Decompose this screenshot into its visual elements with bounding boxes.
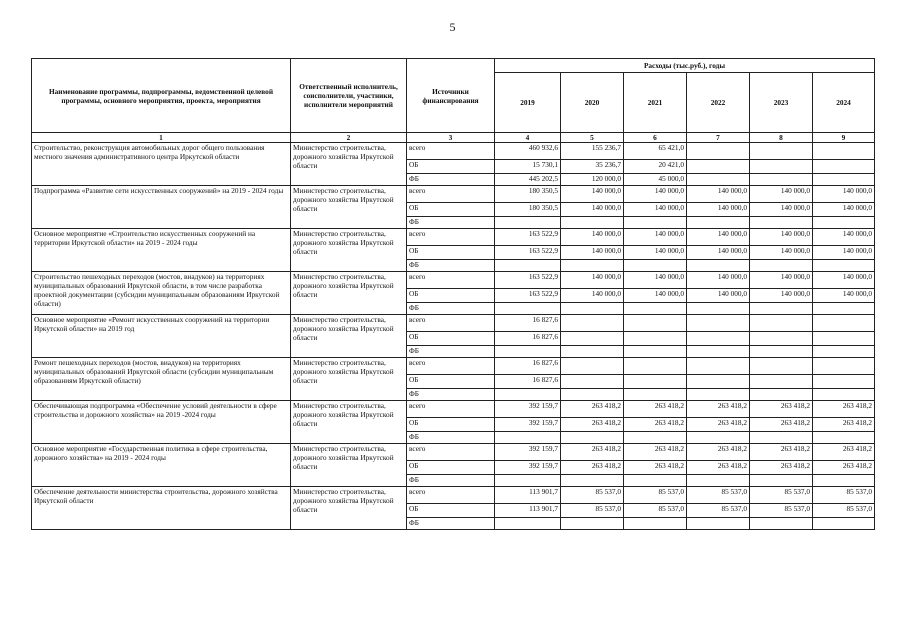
header-year: 2023 — [750, 73, 813, 133]
funding-source: ОБ — [407, 504, 495, 518]
amount-cell — [687, 217, 750, 229]
amount-cell — [813, 332, 875, 346]
amount-cell: 140 000,0 — [687, 229, 750, 246]
amount-cell: 140 000,0 — [624, 229, 687, 246]
amount-cell — [561, 389, 624, 401]
amount-cell — [813, 389, 875, 401]
amount-cell: 163 522,9 — [495, 272, 561, 289]
amount-cell: 163 522,9 — [495, 229, 561, 246]
amount-cell — [624, 217, 687, 229]
amount-cell: 263 418,2 — [750, 418, 813, 432]
program-name: Подпрограмма «Развитие сети искусственных сооружений» на 2019 - 2024 годы — [32, 186, 291, 229]
amount-cell — [687, 260, 750, 272]
amount-cell — [624, 260, 687, 272]
amount-cell — [687, 174, 750, 186]
executor: Министерство строительства, дорожного хозяйства Иркутской области — [291, 143, 407, 186]
amount-cell: 85 537,0 — [561, 487, 624, 504]
amount-cell — [687, 143, 750, 160]
amount-cell — [750, 346, 813, 358]
amount-cell: 65 421,0 — [624, 143, 687, 160]
amount-cell — [687, 160, 750, 174]
funding-source: всего — [407, 186, 495, 203]
amount-cell: 263 418,2 — [687, 461, 750, 475]
amount-cell — [750, 160, 813, 174]
amount-cell — [813, 346, 875, 358]
amount-cell: 140 000,0 — [561, 272, 624, 289]
column-number: 2 — [291, 133, 407, 143]
program-name: Основное мероприятие «Государственная политика в сфере строительства, дорожного хозяйства» на 2019 - 2024 годы — [32, 444, 291, 487]
funding-source: ОБ — [407, 203, 495, 217]
amount-cell: 140 000,0 — [813, 186, 875, 203]
amount-cell — [687, 332, 750, 346]
funding-source: ФБ — [407, 174, 495, 186]
amount-cell — [813, 475, 875, 487]
header-program-name: Наименование программы, подпрограммы, ведомственной целевой программы, основного мероприятия, проекта, мероприятия — [32, 59, 291, 133]
amount-cell — [561, 315, 624, 332]
amount-cell — [813, 143, 875, 160]
funding-source: ФБ — [407, 389, 495, 401]
funding-source: ФБ — [407, 432, 495, 444]
program-name: Строительство, реконструкция автомобильных дорог общего пользования местного значения административного центра Иркутской области — [32, 143, 291, 186]
amount-cell: 263 418,2 — [624, 444, 687, 461]
amount-cell: 16 827,6 — [495, 358, 561, 375]
funding-source: всего — [407, 358, 495, 375]
amount-cell: 20 421,0 — [624, 160, 687, 174]
amount-cell: 85 537,0 — [687, 487, 750, 504]
amount-cell: 163 522,9 — [495, 246, 561, 260]
amount-cell — [750, 260, 813, 272]
amount-cell — [813, 260, 875, 272]
amount-cell — [495, 217, 561, 229]
amount-cell: 263 418,2 — [813, 401, 875, 418]
amount-cell: 140 000,0 — [561, 229, 624, 246]
amount-cell: 263 418,2 — [561, 461, 624, 475]
funding-source: ФБ — [407, 217, 495, 229]
executor: Министерство строительства, дорожного хозяйства Иркутской области — [291, 229, 407, 272]
table-row — [32, 186, 875, 203]
amount-cell — [750, 315, 813, 332]
amount-cell: 392 159,7 — [495, 418, 561, 432]
amount-cell: 140 000,0 — [813, 203, 875, 217]
funding-source: ОБ — [407, 375, 495, 389]
amount-cell: 263 418,2 — [624, 401, 687, 418]
amount-cell: 15 730,1 — [495, 160, 561, 174]
amount-cell: 140 000,0 — [813, 272, 875, 289]
amount-cell: 140 000,0 — [750, 203, 813, 217]
header-funding-source: Источники финансирования — [407, 59, 495, 133]
amount-cell: 140 000,0 — [687, 272, 750, 289]
amount-cell: 263 418,2 — [750, 444, 813, 461]
column-number: 3 — [407, 133, 495, 143]
table-row — [32, 444, 875, 461]
amount-cell: 460 932,6 — [495, 143, 561, 160]
amount-cell — [624, 315, 687, 332]
header-year: 2024 — [813, 73, 875, 133]
column-number: 5 — [561, 133, 624, 143]
executor: Министерство строительства, дорожного хозяйства Иркутской области — [291, 444, 407, 487]
amount-cell — [561, 217, 624, 229]
amount-cell: 16 827,6 — [495, 332, 561, 346]
amount-cell — [813, 375, 875, 389]
amount-cell — [813, 217, 875, 229]
header-year: 2021 — [624, 73, 687, 133]
funding-source: ОБ — [407, 246, 495, 260]
amount-cell: 140 000,0 — [687, 203, 750, 217]
amount-cell: 140 000,0 — [750, 272, 813, 289]
program-name: Обеспечение деятельности министерства строительства, дорожного хозяйства Иркутской области — [32, 487, 291, 530]
funding-source: ОБ — [407, 289, 495, 303]
amount-cell — [561, 358, 624, 375]
amount-cell: 140 000,0 — [687, 186, 750, 203]
amount-cell — [624, 332, 687, 346]
executor: Министерство строительства, дорожного хозяйства Иркутской области — [291, 487, 407, 530]
amount-cell: 45 000,0 — [624, 174, 687, 186]
table-row — [32, 487, 875, 504]
amount-cell: 140 000,0 — [624, 272, 687, 289]
executor: Министерство строительства, дорожного хозяйства Иркутской области — [291, 401, 407, 444]
header-expenses: Расходы (тыс.руб.), годы — [495, 59, 875, 73]
amount-cell: 35 236,7 — [561, 160, 624, 174]
amount-cell: 263 418,2 — [687, 401, 750, 418]
amount-cell — [750, 475, 813, 487]
amount-cell: 392 159,7 — [495, 461, 561, 475]
amount-cell: 140 000,0 — [561, 203, 624, 217]
amount-cell — [687, 375, 750, 389]
funding-source: ОБ — [407, 160, 495, 174]
header-year: 2020 — [561, 73, 624, 133]
executor: Министерство строительства, дорожного хозяйства Иркутской области — [291, 358, 407, 401]
amount-cell — [687, 432, 750, 444]
amount-cell: 140 000,0 — [687, 246, 750, 260]
amount-cell: 140 000,0 — [813, 229, 875, 246]
funding-source: всего — [407, 272, 495, 289]
amount-cell: 392 159,7 — [495, 401, 561, 418]
amount-cell — [750, 432, 813, 444]
funding-source: ОБ — [407, 461, 495, 475]
amount-cell — [813, 160, 875, 174]
amount-cell — [495, 346, 561, 358]
funding-source: всего — [407, 229, 495, 246]
header-year: 2022 — [687, 73, 750, 133]
amount-cell — [624, 518, 687, 530]
amount-cell: 85 537,0 — [750, 487, 813, 504]
amount-cell: 85 537,0 — [687, 504, 750, 518]
amount-cell: 113 901,7 — [495, 504, 561, 518]
funding-source: ФБ — [407, 475, 495, 487]
amount-cell: 155 236,7 — [561, 143, 624, 160]
amount-cell: 140 000,0 — [750, 229, 813, 246]
amount-cell: 445 202,5 — [495, 174, 561, 186]
amount-cell: 140 000,0 — [813, 246, 875, 260]
funding-source: всего — [407, 315, 495, 332]
amount-cell: 263 418,2 — [813, 461, 875, 475]
funding-source: ФБ — [407, 518, 495, 530]
table-row — [32, 401, 875, 418]
table-row — [32, 229, 875, 246]
amount-cell: 263 418,2 — [561, 444, 624, 461]
amount-cell: 263 418,2 — [624, 461, 687, 475]
amount-cell: 120 000,0 — [561, 174, 624, 186]
amount-cell — [624, 475, 687, 487]
executor: Министерство строительства, дорожного хозяйства Иркутской области — [291, 186, 407, 229]
header-year: 2019 — [495, 73, 561, 133]
amount-cell — [561, 346, 624, 358]
column-number: 1 — [32, 133, 291, 143]
amount-cell — [813, 358, 875, 375]
amount-cell — [750, 143, 813, 160]
amount-cell — [687, 389, 750, 401]
program-name: Обеспечивающая подпрограмма «Обеспечение условий деятельности в сфере строительства и дорожного хозяйства» на 2019 -2024 годы — [32, 401, 291, 444]
amount-cell: 85 537,0 — [561, 504, 624, 518]
table-row — [32, 358, 875, 375]
funding-source: ФБ — [407, 260, 495, 272]
amount-cell: 140 000,0 — [561, 246, 624, 260]
amount-cell — [750, 358, 813, 375]
program-name: Основное мероприятие «Строительство искусственных сооружений на территории Иркутской области» на 2019 - 2024 годы — [32, 229, 291, 272]
amount-cell — [561, 332, 624, 346]
funding-source: ОБ — [407, 332, 495, 346]
amount-cell: 263 418,2 — [561, 418, 624, 432]
amount-cell — [624, 432, 687, 444]
funding-source: всего — [407, 401, 495, 418]
amount-cell: 140 000,0 — [687, 289, 750, 303]
funding-source: всего — [407, 143, 495, 160]
amount-cell — [495, 475, 561, 487]
amount-cell: 392 159,7 — [495, 444, 561, 461]
amount-cell: 85 537,0 — [624, 504, 687, 518]
budget-table — [31, 58, 875, 530]
amount-cell: 180 350,5 — [495, 203, 561, 217]
amount-cell: 263 418,2 — [813, 418, 875, 432]
column-number: 4 — [495, 133, 561, 143]
amount-cell: 263 418,2 — [561, 401, 624, 418]
amount-cell: 140 000,0 — [750, 186, 813, 203]
amount-cell: 140 000,0 — [750, 289, 813, 303]
column-number: 7 — [687, 133, 750, 143]
amount-cell — [750, 518, 813, 530]
page-number: 5 — [449, 20, 456, 34]
amount-cell — [624, 389, 687, 401]
amount-cell — [813, 432, 875, 444]
column-number: 8 — [750, 133, 813, 143]
amount-cell — [624, 346, 687, 358]
column-number: 6 — [624, 133, 687, 143]
amount-cell — [561, 475, 624, 487]
table-row — [32, 272, 875, 289]
amount-cell — [750, 332, 813, 346]
amount-cell — [687, 315, 750, 332]
amount-cell — [687, 358, 750, 375]
amount-cell — [624, 375, 687, 389]
funding-source: всего — [407, 487, 495, 504]
amount-cell: 140 000,0 — [750, 246, 813, 260]
amount-cell — [624, 358, 687, 375]
amount-cell — [561, 432, 624, 444]
amount-cell: 85 537,0 — [624, 487, 687, 504]
amount-cell — [495, 260, 561, 272]
amount-cell — [813, 518, 875, 530]
amount-cell — [687, 475, 750, 487]
amount-cell — [750, 375, 813, 389]
amount-cell — [495, 303, 561, 315]
amount-cell: 140 000,0 — [624, 203, 687, 217]
amount-cell: 263 418,2 — [750, 461, 813, 475]
amount-cell: 180 350,5 — [495, 186, 561, 203]
executor: Министерство строительства, дорожного хозяйства Иркутской области — [291, 315, 407, 358]
amount-cell: 140 000,0 — [813, 289, 875, 303]
column-number: 9 — [813, 133, 875, 143]
amount-cell: 263 418,2 — [750, 401, 813, 418]
amount-cell — [561, 303, 624, 315]
header-executor: Ответственный исполнитель, соисполнители, участники, исполнители мероприятий — [291, 59, 407, 133]
amount-cell — [813, 174, 875, 186]
funding-source: всего — [407, 444, 495, 461]
amount-cell — [561, 260, 624, 272]
amount-cell: 113 901,7 — [495, 487, 561, 504]
amount-cell: 140 000,0 — [561, 289, 624, 303]
amount-cell: 85 537,0 — [813, 487, 875, 504]
amount-cell: 263 418,2 — [687, 418, 750, 432]
amount-cell: 16 827,6 — [495, 375, 561, 389]
executor: Министерство строительства, дорожного хозяйства Иркутской области — [291, 272, 407, 315]
amount-cell: 140 000,0 — [561, 186, 624, 203]
amount-cell — [495, 389, 561, 401]
amount-cell — [561, 518, 624, 530]
amount-cell: 16 827,6 — [495, 315, 561, 332]
amount-cell — [687, 518, 750, 530]
amount-cell: 263 418,2 — [687, 444, 750, 461]
amount-cell: 263 418,2 — [624, 418, 687, 432]
amount-cell: 85 537,0 — [750, 504, 813, 518]
table-row — [32, 315, 875, 332]
amount-cell — [813, 315, 875, 332]
amount-cell — [624, 303, 687, 315]
table-row — [32, 143, 875, 160]
amount-cell — [687, 303, 750, 315]
amount-cell: 140 000,0 — [624, 289, 687, 303]
amount-cell — [495, 432, 561, 444]
funding-source: ОБ — [407, 418, 495, 432]
program-name: Ремонт пешеходных переходов (мостов, виадуков) на территориях муниципальных образований Иркутской области (субсидии муниципальным образованиям Иркутской области) — [32, 358, 291, 401]
program-name: Основное мероприятие «Ремонт искусственных сооружений на территории Иркутской области» на 2019 год — [32, 315, 291, 358]
amount-cell — [750, 217, 813, 229]
amount-cell — [750, 389, 813, 401]
funding-source: ФБ — [407, 346, 495, 358]
amount-cell — [813, 303, 875, 315]
amount-cell — [750, 174, 813, 186]
amount-cell: 140 000,0 — [624, 246, 687, 260]
amount-cell — [495, 518, 561, 530]
amount-cell: 163 522,9 — [495, 289, 561, 303]
amount-cell — [750, 303, 813, 315]
program-name: Строительство пешеходных переходов (мостов, виадуков) на территориях муниципальных образований Иркутской области, в том числе разработка проектной документации (субсидии муниципальным образованиям Иркутской области) — [32, 272, 291, 315]
funding-source: ФБ — [407, 303, 495, 315]
amount-cell: 140 000,0 — [624, 186, 687, 203]
amount-cell: 85 537,0 — [813, 504, 875, 518]
amount-cell — [687, 346, 750, 358]
amount-cell — [561, 375, 624, 389]
amount-cell: 263 418,2 — [813, 444, 875, 461]
